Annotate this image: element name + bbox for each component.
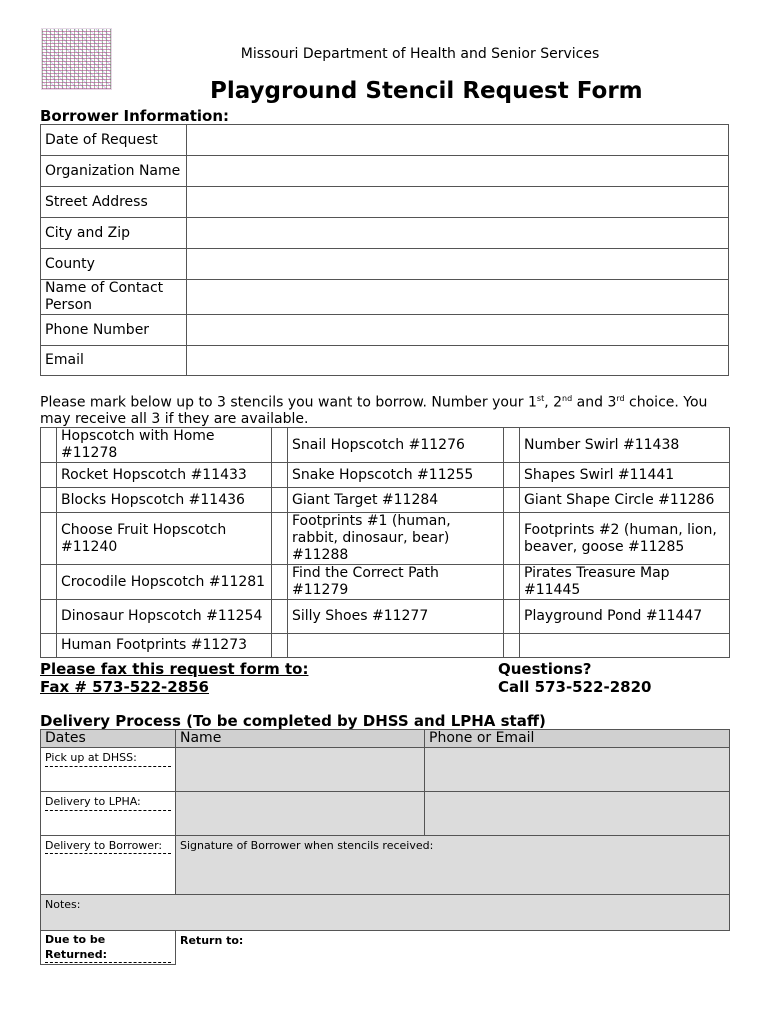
stencil-label: Silly Shoes #11277 xyxy=(288,600,504,634)
stencil-label: Dinosaur Hopscotch #11254 xyxy=(57,600,272,634)
delivery-heading: Delivery Process (To be completed by DHSS and LPHA staff) xyxy=(40,712,546,730)
field-label: Email xyxy=(41,346,187,376)
stencil-choice-box[interactable] xyxy=(272,488,288,513)
stencil-choice-box[interactable] xyxy=(504,600,520,634)
lpha-label: Delivery to LPHA: xyxy=(45,793,171,811)
notes-cell[interactable] xyxy=(41,895,730,931)
stencil-choice-box[interactable] xyxy=(504,428,520,463)
page-title: Playground Stencil Request Form xyxy=(210,78,643,104)
borrower-table xyxy=(40,124,729,376)
pickup-date-cell[interactable] xyxy=(41,748,176,792)
department-name: Missouri Department of Health and Senior Services xyxy=(240,46,600,62)
contact-person-input[interactable] xyxy=(187,280,729,315)
stencil-label: Shapes Swirl #11441 xyxy=(520,463,730,488)
pickup-label: Pick up at DHSS: xyxy=(45,749,171,767)
stencil-choice-box[interactable] xyxy=(41,488,57,513)
stencil-choice-box[interactable] xyxy=(272,463,288,488)
delivery-table xyxy=(40,729,730,965)
lpha-name-cell[interactable] xyxy=(176,792,425,836)
stencil-instructions: Please mark below up to 3 stencils you want to borrow. Number your 1st, 2nd and 3rd choice. You may receive all 3 if they are available. xyxy=(40,394,708,427)
stencil-label xyxy=(288,634,504,658)
stencil-label: Find the Correct Path #11279 xyxy=(288,565,504,600)
stencil-label: Rocket Hopscotch #11433 xyxy=(57,463,272,488)
phone-number-input[interactable] xyxy=(187,315,729,346)
stencil-choice-box[interactable] xyxy=(504,488,520,513)
stencil-choice-box[interactable] xyxy=(41,565,57,600)
field-label: Street Address xyxy=(41,187,187,218)
stencil-choice-box[interactable] xyxy=(504,565,520,600)
questions-contact xyxy=(498,660,651,696)
city-zip-input[interactable] xyxy=(187,218,729,249)
stencil-label: Crocodile Hopscotch #11281 xyxy=(57,565,272,600)
street-address-input[interactable] xyxy=(187,187,729,218)
borrower-date-cell[interactable] xyxy=(41,836,176,895)
stencil-choice-box[interactable] xyxy=(504,634,520,658)
stencil-choice-box[interactable] xyxy=(272,428,288,463)
lpha-contact-cell[interactable] xyxy=(425,792,730,836)
borrower-heading: Borrower Information: xyxy=(40,107,230,125)
signature-cell[interactable] xyxy=(176,836,730,895)
stencil-choice-box[interactable] xyxy=(272,600,288,634)
stencil-label xyxy=(520,634,730,658)
field-label: Phone Number xyxy=(41,315,187,346)
stencil-table xyxy=(40,427,730,658)
stencil-label: Hopscotch with Home #11278 xyxy=(57,428,272,463)
field-label: Name of Contact Person xyxy=(41,280,187,315)
due-date-cell[interactable] xyxy=(41,931,176,965)
stencil-label: Footprints #2 (human, lion, beaver, goose #11285 xyxy=(520,513,730,565)
county-input[interactable] xyxy=(187,249,729,280)
field-label: County xyxy=(41,249,187,280)
return-to-label: Return to: xyxy=(180,934,244,947)
stencil-label: Number Swirl #11438 xyxy=(520,428,730,463)
stencil-choice-box[interactable] xyxy=(504,463,520,488)
stencil-label: Playground Pond #11447 xyxy=(520,600,730,634)
stencil-choice-box[interactable] xyxy=(41,428,57,463)
stencil-label: Giant Shape Circle #11286 xyxy=(520,488,730,513)
pickup-name-cell[interactable] xyxy=(176,748,425,792)
fax-line: Please fax this request form to: xyxy=(40,660,309,678)
stencil-choice-box[interactable] xyxy=(41,513,57,565)
email-input[interactable] xyxy=(187,346,729,376)
return-to-cell[interactable] xyxy=(176,931,730,965)
questions-phone: Call 573-522-2820 xyxy=(498,678,652,696)
borrower-delivery-label: Delivery to Borrower: xyxy=(45,838,171,854)
stencil-choice-box[interactable] xyxy=(504,513,520,565)
stencil-choice-box[interactable] xyxy=(272,513,288,565)
stencil-label: Human Footprints #11273 xyxy=(57,634,272,658)
stencil-label: Snail Hopscotch #11276 xyxy=(288,428,504,463)
stencil-label: Choose Fruit Hopscotch #11240 xyxy=(57,513,272,565)
fax-instructions xyxy=(40,660,308,696)
stencil-choice-box[interactable] xyxy=(41,634,57,658)
signature-label: Signature of Borrower when stencils received: xyxy=(180,839,434,852)
stencil-label: Giant Target #11284 xyxy=(288,488,504,513)
col-dates: Dates xyxy=(41,730,176,748)
field-label: Date of Request xyxy=(41,125,187,156)
organization-name-input[interactable] xyxy=(187,156,729,187)
date-of-request-input[interactable] xyxy=(187,125,729,156)
stencil-label: Snake Hopscotch #11255 xyxy=(288,463,504,488)
field-label: Organization Name xyxy=(41,156,187,187)
stencil-choice-box[interactable] xyxy=(272,634,288,658)
stencil-choice-box[interactable] xyxy=(272,565,288,600)
col-contact: Phone or Email xyxy=(425,730,730,748)
stencil-choice-box[interactable] xyxy=(41,463,57,488)
stencil-label: Blocks Hopscotch #11436 xyxy=(57,488,272,513)
fax-number: Fax # 573-522-2856 xyxy=(40,678,209,696)
col-name: Name xyxy=(176,730,425,748)
notes-label: Notes: xyxy=(45,898,81,911)
stencil-label: Footprints #1 (human, rabbit, dinosaur, bear) #11288 xyxy=(288,513,504,565)
questions-label: Questions? xyxy=(498,660,592,678)
pickup-contact-cell[interactable] xyxy=(425,748,730,792)
lpha-date-cell[interactable] xyxy=(41,792,176,836)
field-label: City and Zip xyxy=(41,218,187,249)
stencil-label: Pirates Treasure Map #11445 xyxy=(520,565,730,600)
due-label: Due to be Returned: xyxy=(45,932,171,963)
stencil-choice-box[interactable] xyxy=(41,600,57,634)
